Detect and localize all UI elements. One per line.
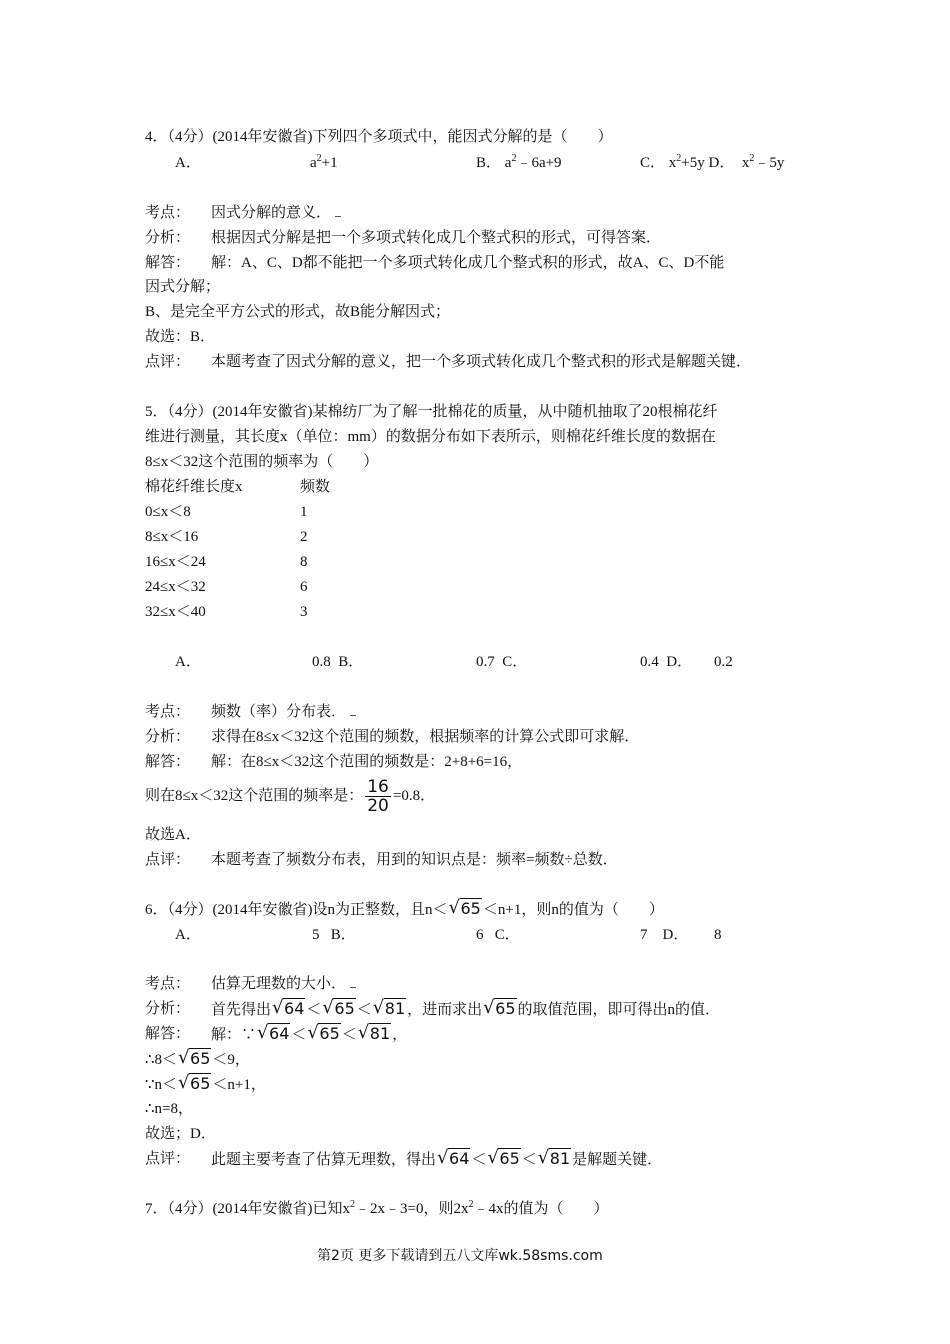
q4-dianping: 本题考查了因式分解的意义，把一个多项式转化成几个整式积的形式是解题关键． [211, 354, 752, 370]
q5-stem-2: 维进行测量，其长度x（单位：mm）的数据分布如下表所示，则棉花纤维长度的数据在 [145, 429, 716, 445]
q5-option-d: 0.2 [714, 654, 733, 670]
q6-jieda-3: ∵n＜√ 65 ＜n+1， [145, 1074, 266, 1095]
q5-stem-1: 5．（4分）(2014年安徽省)某棉纺厂为了解一批棉花的质量，从中随机抽取了20根棉花纤 [145, 404, 718, 420]
sqrt-81: √ 81 [373, 999, 406, 1020]
q5-table-header-length: 棉花纤维长度x [145, 479, 243, 495]
table-row-range: 32≤x＜40 [145, 604, 206, 620]
q4-option-c-d: C． $x^2+5y$ D． $x^2﹣5y$ [640, 153, 785, 171]
q5-option-b-c: 0.7 C． [476, 654, 528, 670]
q6-dianping: 此题主要考查了估算无理数，得出√ 64 ＜√ 65 ＜√ 81 是解题关键． [211, 1149, 662, 1170]
sqrt-64: √ 64 [272, 999, 305, 1020]
page-footer: 第2页 更多下载请到五八文库wk.58sms.com [317, 1248, 603, 1264]
q6-stem: 6．（4分）(2014年安徽省)设n为正整数，且n＜√ 65 ＜n+1，则n的值为（ ） [145, 899, 664, 920]
q4-dianping-label: 点评： [145, 354, 191, 370]
sqrt-65: √ 65 [483, 999, 516, 1020]
q5-dianping-label: 点评： [145, 852, 191, 868]
q5-option-a-b: 0.8 B． [312, 654, 364, 670]
q5-jieda-3: 故选A． [145, 827, 201, 843]
q6-jieda-label: 解答： [145, 1026, 191, 1042]
q7-stem: 7．（4分）(2014年安徽省)已知$x^2﹣2x﹣3=0$，则$2x^2﹣4x$的值为（ ） [145, 1199, 609, 1217]
table-row-count: 2 [300, 529, 308, 545]
q6-fenxi-label: 分析： [145, 1001, 191, 1017]
q6-kaodian-label: 考点： [145, 976, 191, 992]
sqrt-65: √ 65 [178, 1049, 211, 1070]
q5-table-header-freq: 频数 [300, 479, 331, 495]
sqrt-64: √ 64 [437, 1149, 470, 1170]
sqrt-81: √ 81 [358, 1024, 391, 1045]
q6-option-c-d: 7 D． [640, 927, 689, 943]
q5-jieda-label: 解答： [145, 754, 191, 770]
q5-stem-3: 8≤x＜32这个范围的频率为（ ） [145, 454, 379, 470]
table-row-count: 1 [300, 504, 308, 520]
q6-jieda-4: ∴n=8， [145, 1101, 194, 1117]
q4-kaodian: 因式分解的意义． [211, 203, 341, 223]
q4-option-a: $a^2+1$ [310, 153, 338, 171]
q5-option-c-d: 0.4 D． [640, 654, 693, 670]
sqrt-81: √ 81 [538, 1149, 571, 1170]
fraction-16-20: $\frac{16}{20}$ [367, 777, 389, 817]
q6-jieda-2: ∴8＜√ 65 ＜9， [145, 1049, 250, 1070]
sqrt-65: √ 65 [307, 1024, 340, 1045]
q4-jieda-4: 故选：B． [145, 329, 216, 345]
table-row-range: 16≤x＜24 [145, 554, 206, 570]
q5-kaodian: 频数（率）分布表． [211, 702, 356, 722]
q4-option-b: B． $a^2﹣6a+9$ [476, 153, 562, 171]
q4-jieda-3: B、是完全平方公式的形式，故B能分解因式； [145, 304, 451, 320]
q4-fenxi-label: 分析： [145, 230, 191, 246]
table-row-count: 3 [300, 604, 308, 620]
q5-option-a-label: A． [175, 654, 201, 670]
table-row-count: 6 [300, 579, 308, 595]
q6-option-d: 8 [714, 927, 722, 943]
q5-fenxi: 求得在8≤x＜32这个范围的频数，根据频率的计算公式即可求解． [211, 729, 640, 745]
q6-kaodian: 估算无理数的大小． [211, 974, 356, 994]
q5-fenxi-label: 分析： [145, 729, 191, 745]
q5-dianping: 本题考查了频数分布表，用到的知识点是：频率=频数÷总数． [211, 852, 618, 868]
q4-jieda-label: 解答： [145, 255, 191, 271]
q4-stem: 4．（4分）(2014年安徽省)下列四个多项式中，能因式分解的是（ ） [145, 129, 613, 145]
q6-option-a-label: A． [175, 927, 201, 943]
q4-option-a-label: A． [175, 155, 201, 171]
q6-jieda-5: 故选；D． [145, 1126, 216, 1142]
q4-fenxi: 根据因式分解是把一个多项式转化成几个整式积的形式，可得答案． [211, 230, 662, 246]
q4-jieda-2: 因式分解； [145, 279, 221, 295]
sqrt-65: √ 65 [449, 899, 482, 920]
table-row-range: 8≤x＜16 [145, 529, 199, 545]
q5-jieda-1: 解：在8≤x＜32这个范围的频数是：2+8+6=16， [211, 754, 523, 770]
table-row-count: 8 [300, 554, 308, 570]
q6-fenxi: 首先得出√ 64 ＜√ 65 ＜√ 81 ，进而求出√ 65 的取值范围，即可得出n的值． [211, 999, 720, 1020]
q6-option-a-b: 5 B． [312, 927, 356, 943]
sqrt-65: √ 65 [487, 1149, 520, 1170]
sqrt-65: √ 65 [322, 999, 355, 1020]
sqrt-65: √ 65 [178, 1074, 211, 1095]
q5-kaodian-label: 考点： [145, 704, 191, 720]
q4-kaodian-label: 考点： [145, 205, 191, 221]
table-row-range: 24≤x＜32 [145, 579, 206, 595]
q5-jieda-2: 则在8≤x＜32这个范围的频率是： $\frac{16}{20}$ =0.8． [145, 777, 436, 817]
sqrt-64: √ 64 [257, 1024, 290, 1045]
q6-dianping-label: 点评： [145, 1151, 191, 1167]
q6-jieda-1: 解：∵√ 64 ＜√ 65 ＜√ 81 ， [211, 1024, 407, 1045]
q6-option-b-c: 6 C． [476, 927, 520, 943]
table-row-range: 0≤x＜8 [145, 504, 191, 520]
q4-jieda-1: 解：A、C、D都不能把一个多项式转化成几个整式积的形式，故A、C、D不能 [211, 255, 725, 271]
